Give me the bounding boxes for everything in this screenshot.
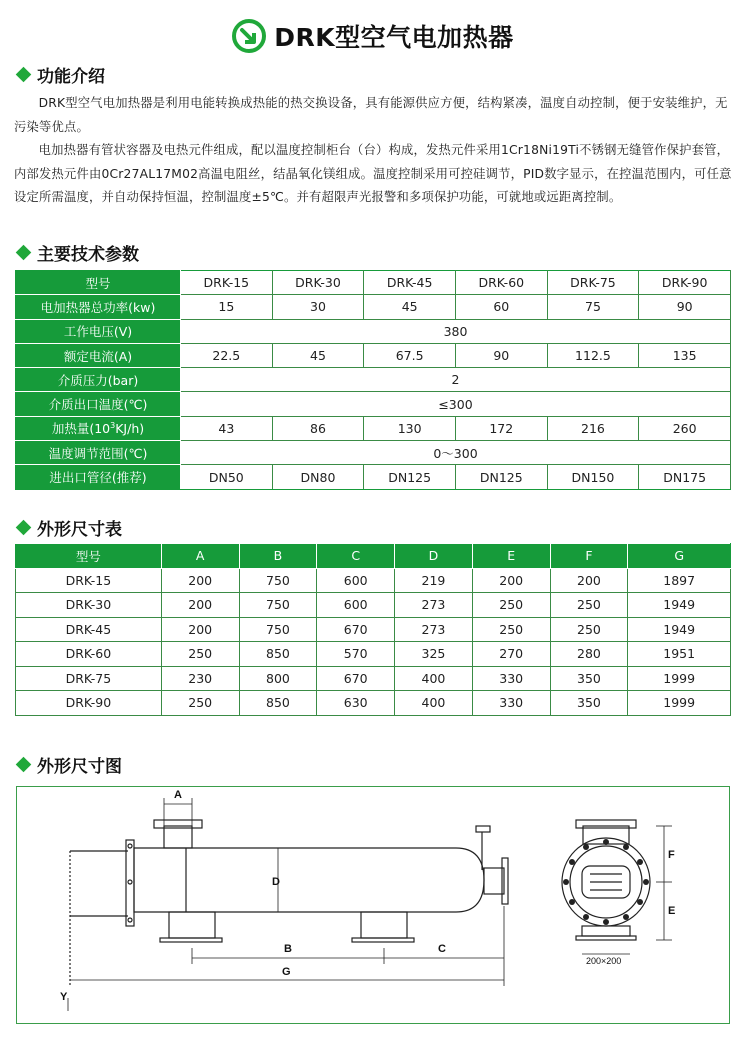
spec-label-voltage: 工作电压(V) (16, 319, 181, 343)
flange-size-label: 200×200 (586, 956, 622, 966)
dim-label-e: E (668, 905, 676, 917)
table-header-row: 型号 A B C D E F G (16, 544, 731, 569)
spec-label-model: 型号 (16, 271, 181, 295)
table-row: DRK-30 200 750 600 273 250 250 1949 (16, 593, 731, 618)
section-spec-heading: 主要技术参数 (18, 241, 139, 263)
dim-label-a: A (174, 789, 182, 801)
heater-dimension-drawing (16, 786, 730, 1024)
spec-label-outlet-temp: 介质出口温度(℃) (16, 392, 181, 416)
table-row: 介质出口温度(℃) ≤300 (16, 392, 731, 416)
table-row: 额定电流(A) 22.5 45 67.5 90 112.5 135 (16, 343, 731, 367)
dim-label-y: Y (60, 991, 68, 1003)
intro-paragraph-1: DRK型空气电加热器是利用电能转换成热能的热交换设备，具有能源供应方便，结构紧凑，温度自动控制，便于安装维护，无污染等优点。 (14, 96, 728, 134)
dim-label-b: B (284, 943, 292, 955)
table-row: DRK-90 250 850 630 400 330 350 1999 (16, 691, 731, 716)
diamond-bullet-icon (16, 519, 32, 535)
section-dims-heading: 外形尺寸表 (18, 516, 122, 538)
dim-label-f: F (668, 849, 675, 861)
dim-label-d: D (272, 876, 280, 888)
page-title: DRK型空气电加热器 (274, 23, 514, 52)
spec-label-range: 温度调节范围(℃) (16, 441, 181, 465)
table-row: 电加热器总功率(kw) 15 30 45 60 75 90 (16, 295, 731, 319)
spec-label-power: 电加热器总功率(kw) (16, 295, 181, 319)
table-row: 工作电压(V) 380 (16, 319, 731, 343)
spec-table (15, 270, 731, 490)
table-row: DRK-60 250 850 570 325 270 280 1951 (16, 642, 731, 667)
table-row: 介质压力(bar) 2 (16, 368, 731, 392)
spec-label-pipe: 进出口管径(推荐) (16, 465, 181, 489)
table-row: DRK-75 230 800 670 400 330 350 1999 (16, 666, 731, 691)
diamond-bullet-icon (16, 244, 32, 260)
refresh-arrow-icon (232, 19, 266, 53)
table-row: 加热量$(10^3KJ/h)$ 43 86 130 172 216 260 (16, 416, 731, 440)
spec-label-pressure: 介质压力(bar) (16, 368, 181, 392)
dimension-table (15, 543, 731, 716)
table-row: 温度调节范围(℃) 0～300 (16, 441, 731, 465)
dim-label-c: C (438, 943, 446, 955)
page-title-row (0, 18, 746, 54)
diamond-bullet-icon (16, 66, 32, 82)
diamond-bullet-icon (16, 756, 32, 772)
section-drawing-heading: 外形尺寸图 (18, 753, 122, 775)
table-row: DRK-45 200 750 670 273 250 250 1949 (16, 617, 731, 642)
spec-label-heat: 加热量$(10^3KJ/h)$ (16, 416, 181, 440)
spec-label-current: 额定电流(A) (16, 343, 181, 367)
table-row: DRK-15 200 750 600 219 200 200 1897 (16, 568, 731, 593)
intro-paragraph-2: 电加热器有管状容器及电热元件组成，配以温度控制柜台（台）构成，发热元件采用1Cr18Ni19Ti不锈钢无缝管作保护套管，内部发热元件由0Cr27AL17M02高温电阻丝，结晶氧化镁组成。温度控制采用可控硅调节，PID数字显示，在控温范围内，可任意设定所需温度，并自动保持恒温，控制温度±5℃。并有超限声光报警和多项保护功能，可就地或远距离控制。 (14, 143, 732, 204)
table-row: 型号 DRK-15 DRK-30 DRK-45 DRK-60 DRK-75 DRK-90 (16, 271, 731, 295)
dim-label-g: G (282, 966, 291, 978)
table-row: 进出口管径(推荐) DN50 DN80 DN125 DN125 DN150 DN175 (16, 465, 731, 489)
section-intro-heading: 功能介绍 (18, 63, 105, 85)
